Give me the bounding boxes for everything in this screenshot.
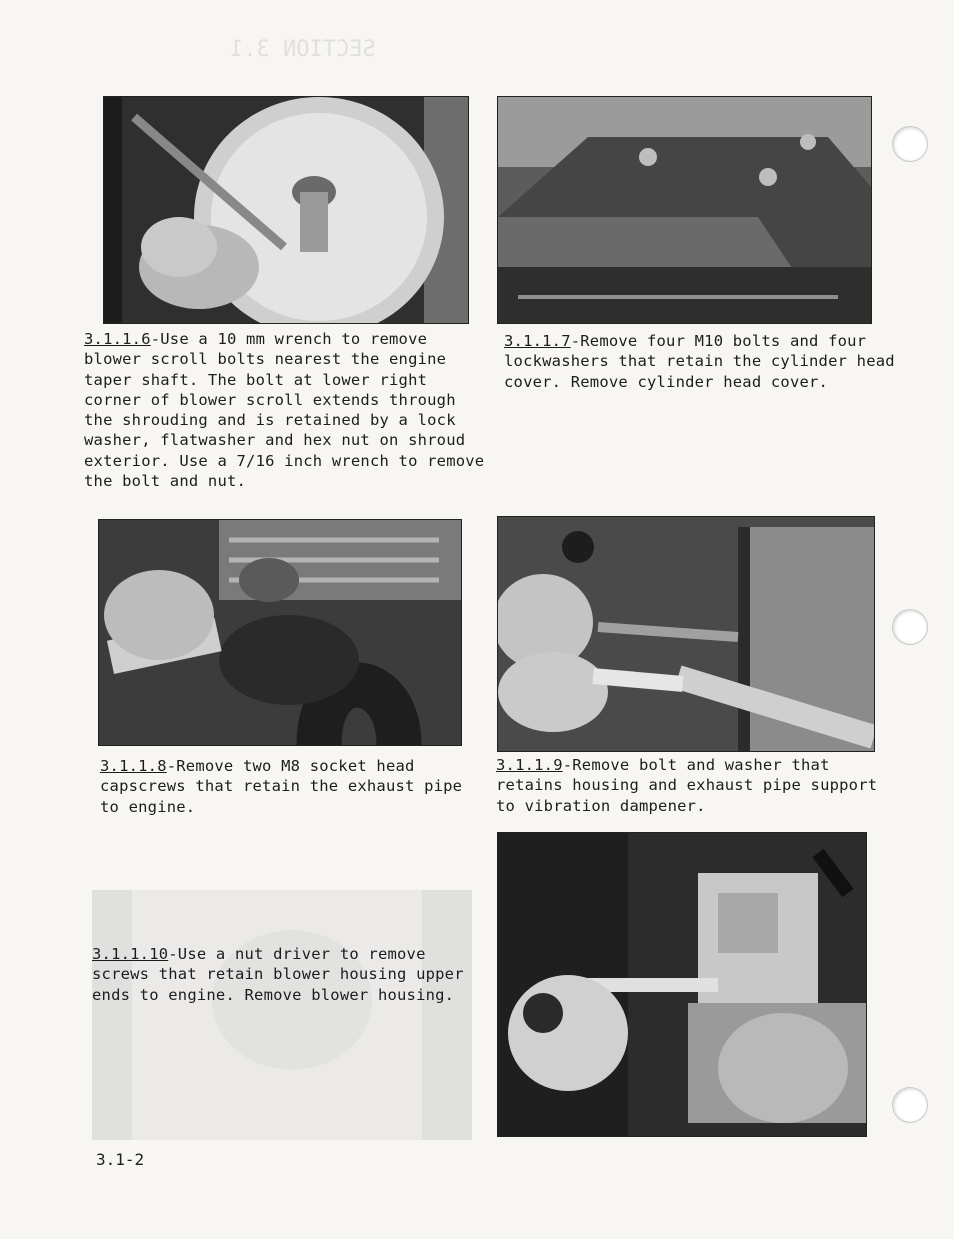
step-number: 3.1.1.6: [84, 330, 151, 348]
binder-hole-top: [892, 126, 928, 162]
step-text: -Remove four M10 bolts and four lockwashers that retain the cylinder head cover. Remove cylinder head cover.: [504, 332, 895, 391]
photo-vibration-dampener: [497, 516, 875, 752]
step-text: -Remove two M8 socket head capscrews that retain the exhaust pipe to engine.: [100, 757, 463, 816]
step-text: -Use a 10 mm wrench to remove blower scroll bolts nearest the engine taper shaft. The bolt at lower right corner of blower scroll extends through the shrouding and is retained by a lock washer, flatwasher and hex nut on shroud exterior. Use a 7/16 inch wrench to remove the bolt and nut.: [84, 330, 485, 491]
photo-cylinder-head-cover: [497, 96, 872, 324]
photo-blower-scroll: [103, 96, 469, 324]
step-text: -Use a nut driver to remove screws that retain blower housing upper ends to engine. Remove blower housing.: [92, 945, 464, 1004]
step-number: 3.1.1.8: [100, 757, 167, 775]
step-3-1-1-6: [84, 329, 488, 491]
photo-exhaust-capscrews: [98, 519, 462, 746]
binder-hole-middle: [892, 609, 928, 645]
photo-blower-housing-screws: [497, 832, 867, 1137]
step-3-1-1-10: [92, 944, 484, 1005]
step-3-1-1-9: [496, 755, 890, 816]
step-text: -Remove bolt and washer that retains housing and exhaust pipe support to vibration dampener.: [496, 756, 878, 815]
step-number: 3.1.1.7: [504, 332, 571, 350]
step-3-1-1-8: [100, 756, 472, 817]
step-3-1-1-7: [504, 331, 896, 392]
photo-faded-background: [92, 890, 472, 1140]
page-number: 3.1-2: [96, 1150, 145, 1169]
binder-hole-bottom: [892, 1087, 928, 1123]
bleed-through-text: SECTION 3.1: [230, 37, 376, 62]
step-number: 3.1.1.10: [92, 945, 169, 963]
step-number: 3.1.1.9: [496, 756, 563, 774]
